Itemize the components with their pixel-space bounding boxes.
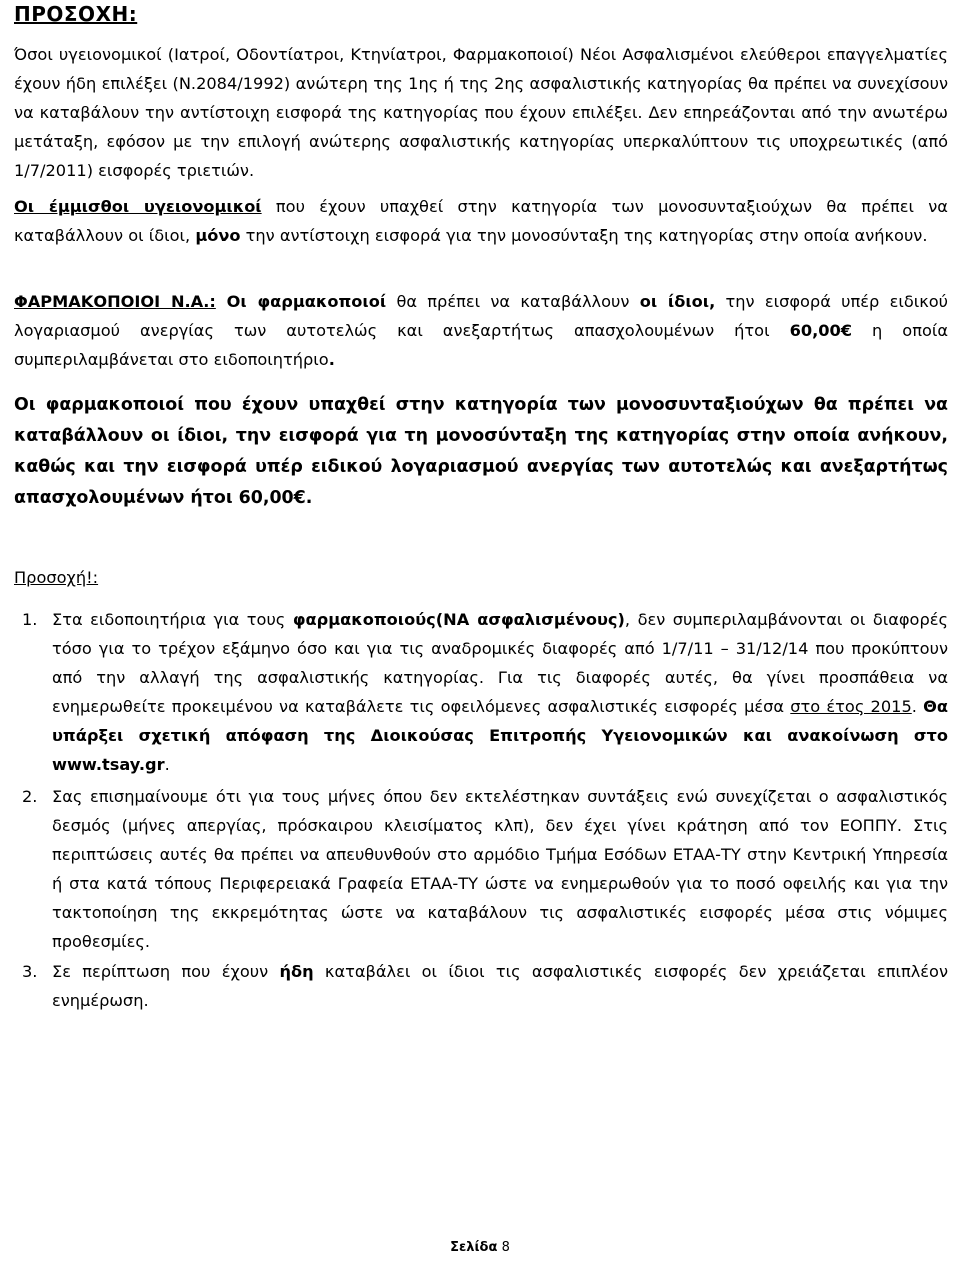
- notice-label: Προσοχή!:: [14, 568, 99, 587]
- paragraph-emphasis: μόνο: [195, 226, 241, 245]
- paragraph-text: Όσοι υγειονομικοί (Ιατροί, Οδοντίατροι, Κτηνίατροι, Φαρμακοποιοί) Νέοι Ασφαλισμένοι ελεύθεροι επαγγελματίες έχουν ήδη επιλέξει (Ν.2084/1992) ανώτερη της 1ης ή της 2ης ασφαλιστικής κατηγορίας θα πρέπει να συνεχίσουν να καταβάλουν την αντίστοιχη εισφορά της κατηγορίας που έχουν επιλέξει.: [14, 45, 948, 122]
- amount: 60,00€: [789, 321, 853, 340]
- list-text-part: Σε περίπτωση που έχουν: [52, 962, 280, 981]
- list-text: [52, 605, 948, 779]
- paragraph-salaried: [14, 192, 948, 250]
- page-number: 8: [501, 1240, 510, 1255]
- list-text-part: .: [164, 755, 170, 774]
- page-footer: [0, 1240, 960, 1255]
- list-text-part: καταβάλει οι ίδιοι τις ασφαλιστικές εισφορές δεν χρειάζεται επιπλέον ενημέρωση.: [52, 962, 948, 1010]
- list-emphasis: ήδη: [279, 962, 314, 981]
- paragraph-new-insured: [14, 40, 948, 185]
- list-emphasis: Θα υπάρξει σχετική απόφαση της Διοικούσας Επιτροπής Υγειονομικών και ανακοίνωση στο www.tsay.gr: [52, 697, 949, 774]
- paragraph-text: θα πρέπει να καταβάλλουν: [386, 292, 640, 311]
- list-underline: στο έτος 2015: [790, 697, 912, 716]
- list-item: [14, 957, 948, 1015]
- list-text: Σας επισημαίνουμε ότι για τους μήνες όπου δεν εκτελέστηκαν συντάξεις ενώ συνεχίζεται ο ασφαλιστικός δεσμός (μήνες απεργίας, πρόσκαιρου κλεισίματος κλπ), δεν έχει γίνει κράτηση από τον ΕΟΠΠΥ. Στις περιπτώσεις αυτές θα πρέπει να απευθυνθούν στο αρμόδιο Τμήμα Εσόδων ΕΤΑΑ-ΤΥ στην Κεντρική Υπηρεσία ή στα κατά τόπους Περιφερειακά Γραφεία ΕΤΑΑ-ΤΥ ώστε να ενημερωθούν για το ποσό οφειλής και για την τακτοποίηση της εκκρεμότητας ώστε να καταβάλουν τις ασφαλιστικές εισφορές μέσα στις νόμιμες προθεσμίες.: [52, 787, 948, 951]
- list-item: [14, 605, 948, 779]
- list-number: 3.: [22, 962, 38, 981]
- list-number: 1.: [22, 610, 38, 629]
- list-text-part: , δεν συμπεριλαμβάνονται οι διαφορές τόσο για το τρέχον εξάμηνο όσο και για τις αναδρομικές διαφορές από 1/7/11 – 31/12/14 που προκύπτουν από την αλλαγή της ασφαλιστικής κατηγορίας. Για τις διαφορές αυτές, θα γίνει προσπάθεια να ενημερωθείτε προκειμένου να καταβάλετε τις οφειλόμενες ασφαλιστικές εισφορές μέσα: [52, 610, 948, 716]
- list-emphasis: φαρμακοποιούς(ΝΑ ασφαλισμένους): [292, 610, 625, 629]
- list-text-part: Στα ειδοποιητήρια για τους: [52, 610, 293, 629]
- paragraph-text: την αντίστοιχη εισφορά για την μονοσύνταξη της κατηγορίας στην οποία ανήκουν.: [240, 226, 928, 245]
- list-text: [52, 957, 948, 1015]
- paragraph-lead-subject: Οι φαρμακοποιοί: [215, 292, 387, 311]
- paragraph-end: .: [328, 350, 335, 369]
- paragraph-pharmacists: [14, 287, 948, 374]
- page-label: Σελίδα: [450, 1240, 498, 1255]
- list-text-part: .: [911, 697, 924, 716]
- paragraph-text: την εισφορά υπέρ ειδικού λογαριασμού ανεργίας των αυτοτελώς και ανεξαρτήτως απασχολουμένων ήτοι: [14, 292, 949, 340]
- paragraph-lead: ΦΑΡΜΑΚΟΠΟΙΟΙ Ν.Α.:: [14, 292, 216, 311]
- paragraph-text: Δεν επηρεάζονται από την ανωτέρω μετάταξη, εφόσον με την επιλογή ανώτερης ασφαλιστικής κατηγορίας υπερκαλύπτουν τις υποχρεωτικές (από 1/7/2011) εισφορές τριετιών.: [14, 103, 948, 180]
- page-heading: ΠΡΟΣΟΧΗ:: [14, 2, 138, 26]
- list-number: 2.: [22, 787, 38, 806]
- paragraph-text: που έχουν υπαχθεί στην κατηγορία των μονοσυνταξιούχων θα πρέπει να καταβάλλουν οι ίδιοι,: [14, 197, 948, 245]
- paragraph-lead: Οι έμμισθοι υγειονομικοί: [14, 197, 262, 216]
- paragraph-pharmacists-single-pension: Οι φαρμακοποιοί που έχουν υπαχθεί στην κατηγορία των μονοσυνταξιούχων θα πρέπει να καταβάλλουν οι ίδιοι, την εισφορά για τη μονοσύνταξη της κατηγορίας στην οποία ανήκουν, καθώς και την εισφορά υπέρ ειδικού λογαριασμού ανεργίας των αυτοτελώς και ανεξαρτήτως απασχολουμένων ήτοι 60,00€.: [14, 395, 948, 508]
- paragraph-text: η οποία συμπεριλαμβάνεται στο ειδοποιητήριο: [14, 321, 948, 369]
- paragraph-emphasis: οι ίδιοι,: [639, 292, 716, 311]
- list-item: [14, 782, 948, 956]
